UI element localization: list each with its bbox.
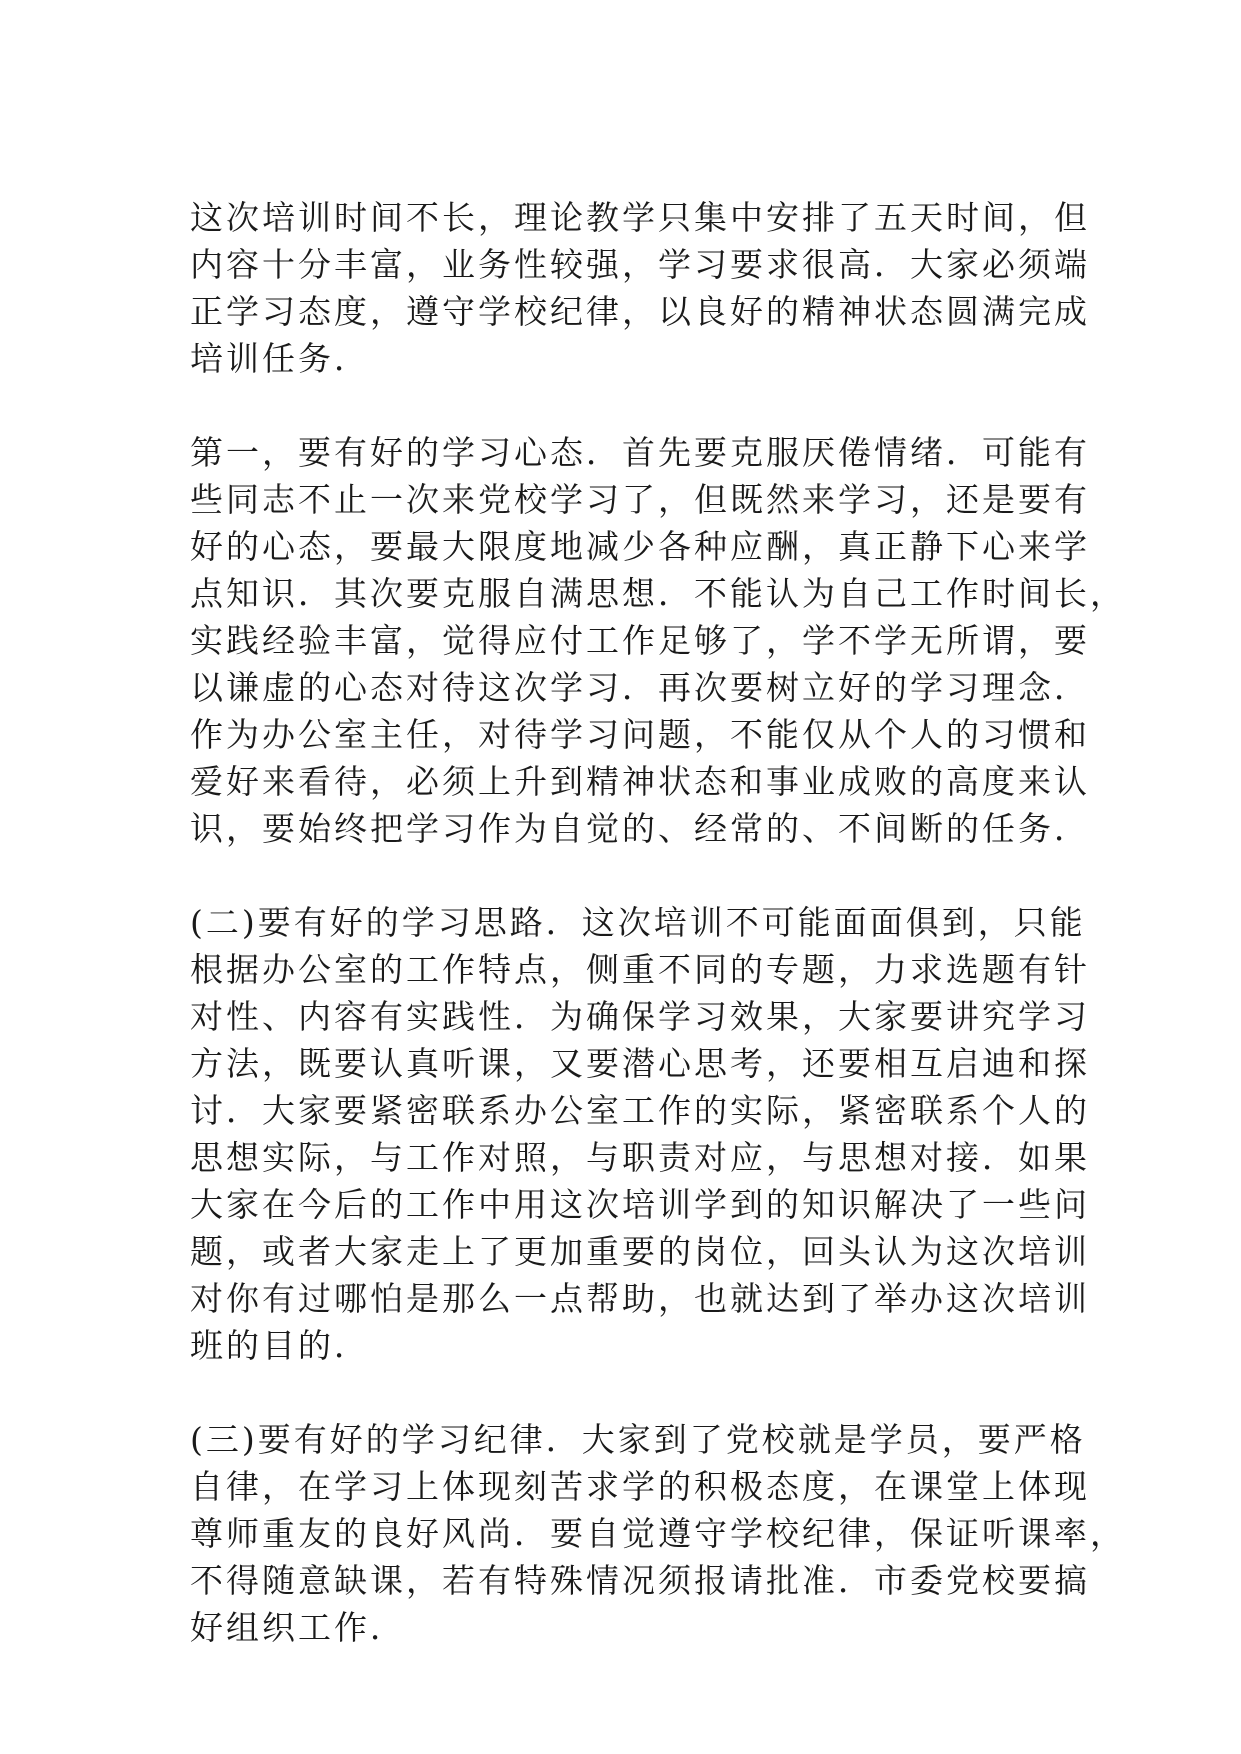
text-line: 内容十分丰富，业务性较强，学习要求很高．大家必须端 bbox=[190, 245, 1090, 284]
text-line: 培训任务． bbox=[190, 339, 370, 378]
text-line: 讨．大家要紧密联系办公室工作的实际，紧密联系个人的 bbox=[190, 1091, 1090, 1130]
paragraph-third bbox=[190, 1416, 1126, 1651]
text-line: 思想实际，与工作对照，与职责对应，与思想对接．如果 bbox=[190, 1138, 1090, 1177]
text-line: (三)要有好的学习纪律．大家到了党校就是学员，要严格 bbox=[190, 1420, 1086, 1459]
text-line: 实践经验丰富，觉得应付工作足够了，学不学无所谓，要 bbox=[190, 621, 1090, 660]
paragraph-intro bbox=[190, 194, 1090, 382]
document-body bbox=[190, 194, 1126, 1698]
text-line: 根据办公室的工作特点，侧重不同的专题，力求选题有针 bbox=[190, 950, 1090, 989]
paragraph-second bbox=[190, 899, 1090, 1369]
text-line: 爱好来看待，必须上升到精神状态和事业成败的高度来认 bbox=[190, 762, 1090, 801]
paragraph-first bbox=[190, 429, 1126, 852]
text-line: 方法，既要认真听课，又要潜心思考，还要相互启迪和探 bbox=[190, 1044, 1090, 1083]
text-line: 正学习态度，遵守学校纪律，以良好的精神状态圆满完成 bbox=[190, 292, 1090, 331]
text-line: 对你有过哪怕是那么一点帮助，也就达到了举办这次培训 bbox=[190, 1279, 1090, 1318]
text-line: 班的目的． bbox=[190, 1326, 370, 1365]
text-line: 对性、内容有实践性．为确保学习效果，大家要讲究学习 bbox=[190, 997, 1090, 1036]
text-line: 作为办公室主任，对待学习问题，不能仅从个人的习惯和 bbox=[190, 715, 1090, 754]
text-line: 好的心态，要最大限度地减少各种应酬，真正静下心来学 bbox=[190, 527, 1090, 566]
text-line: 大家在今后的工作中用这次培训学到的知识解决了一些问 bbox=[190, 1185, 1090, 1224]
text-line: 题，或者大家走上了更加重要的岗位，回头认为这次培训 bbox=[190, 1232, 1090, 1271]
text-line: 自律，在学习上体现刻苦求学的积极态度，在课堂上体现 bbox=[190, 1467, 1090, 1506]
text-line: 不得随意缺课，若有特殊情况须报请批准．市委党校要搞 bbox=[190, 1561, 1090, 1600]
text-line: 第一，要有好的学习心态．首先要克服厌倦情绪．可能有 bbox=[190, 433, 1090, 472]
text-line: 尊师重友的良好风尚．要自觉遵守学校纪律，保证听课率， bbox=[190, 1514, 1126, 1553]
text-line: 好组织工作． bbox=[190, 1608, 406, 1647]
text-line: 些同志不止一次来党校学习了，但既然来学习，还是要有 bbox=[190, 480, 1090, 519]
text-line: 识，要始终把学习作为自觉的、经常的、不间断的任务． bbox=[190, 809, 1090, 848]
text-line: 点知识．其次要克服自满思想．不能认为自己工作时间长， bbox=[190, 574, 1126, 613]
text-line: 这次培训时间不长，理论教学只集中安排了五天时间，但 bbox=[190, 198, 1090, 237]
text-line: 以谦虚的心态对待这次学习．再次要树立好的学习理念． bbox=[190, 668, 1090, 707]
text-line: (二)要有好的学习思路．这次培训不可能面面俱到，只能 bbox=[190, 903, 1086, 942]
